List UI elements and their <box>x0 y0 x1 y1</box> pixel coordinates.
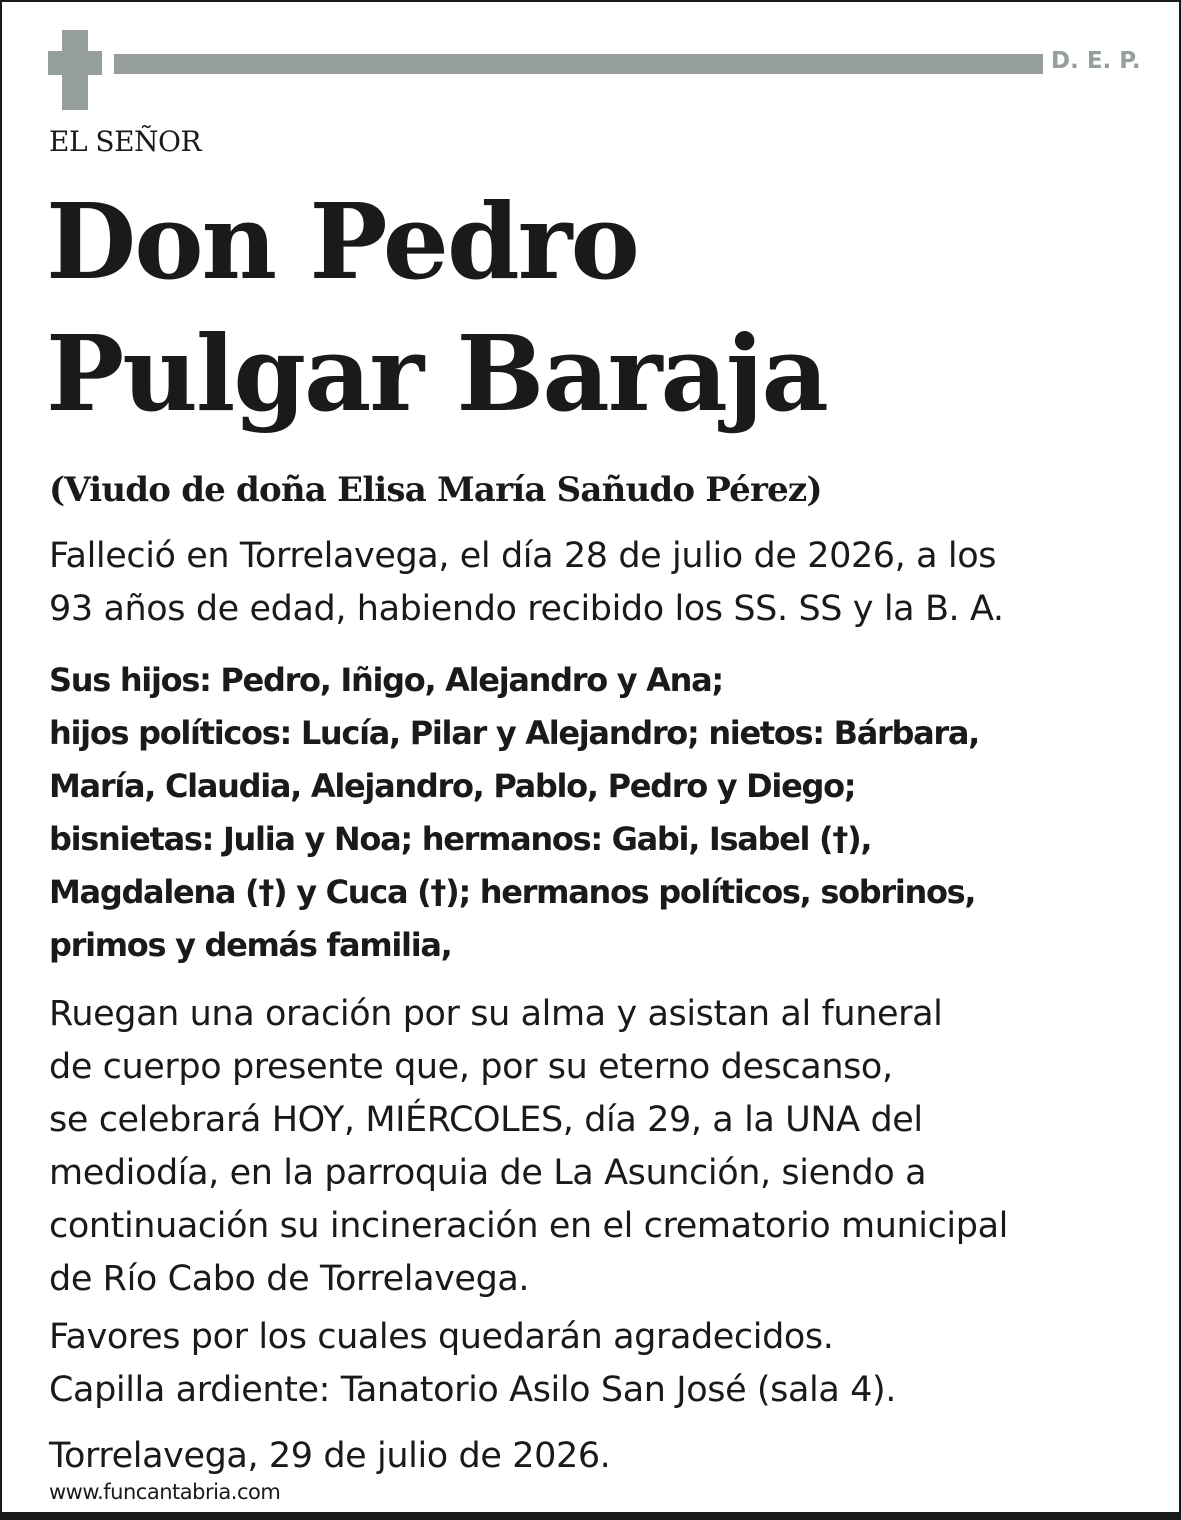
family-line-2: hijos políticos: Lucía, Pilar y Alejandro; nietos: Bárbara, <box>49 714 980 752</box>
funeral-line-3: se celebrará HOY, MIÉRCOLES, día 29, a la UNA del <box>49 1100 923 1140</box>
thanks-line: Favores por los cuales quedarán agradecidos. <box>49 1317 834 1357</box>
family-line-5: Magdalena (†) y Cuca (†); hermanos políticos, sobrinos, <box>49 873 976 911</box>
death-notice-line-2: 93 años de edad, habiendo recibido los SS. SS y la B. A. <box>49 589 1004 629</box>
funeral-line-5: continuación su incineración en el crematorio municipal <box>49 1206 1008 1246</box>
family-line-3: María, Claudia, Alejandro, Pablo, Pedro y Diego; <box>49 767 856 805</box>
deceased-name-line-2: Pulgar Baraja <box>46 312 827 435</box>
family-line-1: Sus hijos: Pedro, Iñigo, Alejandro y Ana; <box>49 661 723 699</box>
cross-icon <box>48 30 102 110</box>
wake-location-line: Capilla ardiente: Tanatorio Asilo San José (sala 4). <box>49 1370 897 1410</box>
deceased-name-line-1: Don Pedro <box>46 180 638 303</box>
header-rule <box>114 54 1043 74</box>
funeral-line-1: Ruegan una oración por su alma y asistan al funeral <box>49 994 943 1034</box>
honorific-prefix: EL SEÑOR <box>49 125 202 158</box>
funeral-line-4: mediodía, en la parroquia de La Asunción, siendo a <box>49 1153 927 1193</box>
website-link[interactable]: www.funcantabria.com <box>49 1480 281 1504</box>
widow-of-line: (Viudo de doña Elisa María Sañudo Pérez) <box>49 470 822 510</box>
death-notice-line-1: Falleció en Torrelavega, el día 28 de julio de 2026, a los <box>49 536 997 576</box>
place-date-line: Torrelavega, 29 de julio de 2026. <box>49 1436 611 1476</box>
family-line-4: bisnietas: Julia y Noa; hermanos: Gabi, Isabel (†), <box>49 820 872 858</box>
funeral-line-6: de Río Cabo de Torrelavega. <box>49 1259 530 1299</box>
family-line-6: primos y demás familia, <box>49 926 452 964</box>
funeral-line-2: de cuerpo presente que, por su eterno descanso, <box>49 1047 893 1087</box>
dep-label: D. E. P. <box>1051 48 1141 74</box>
